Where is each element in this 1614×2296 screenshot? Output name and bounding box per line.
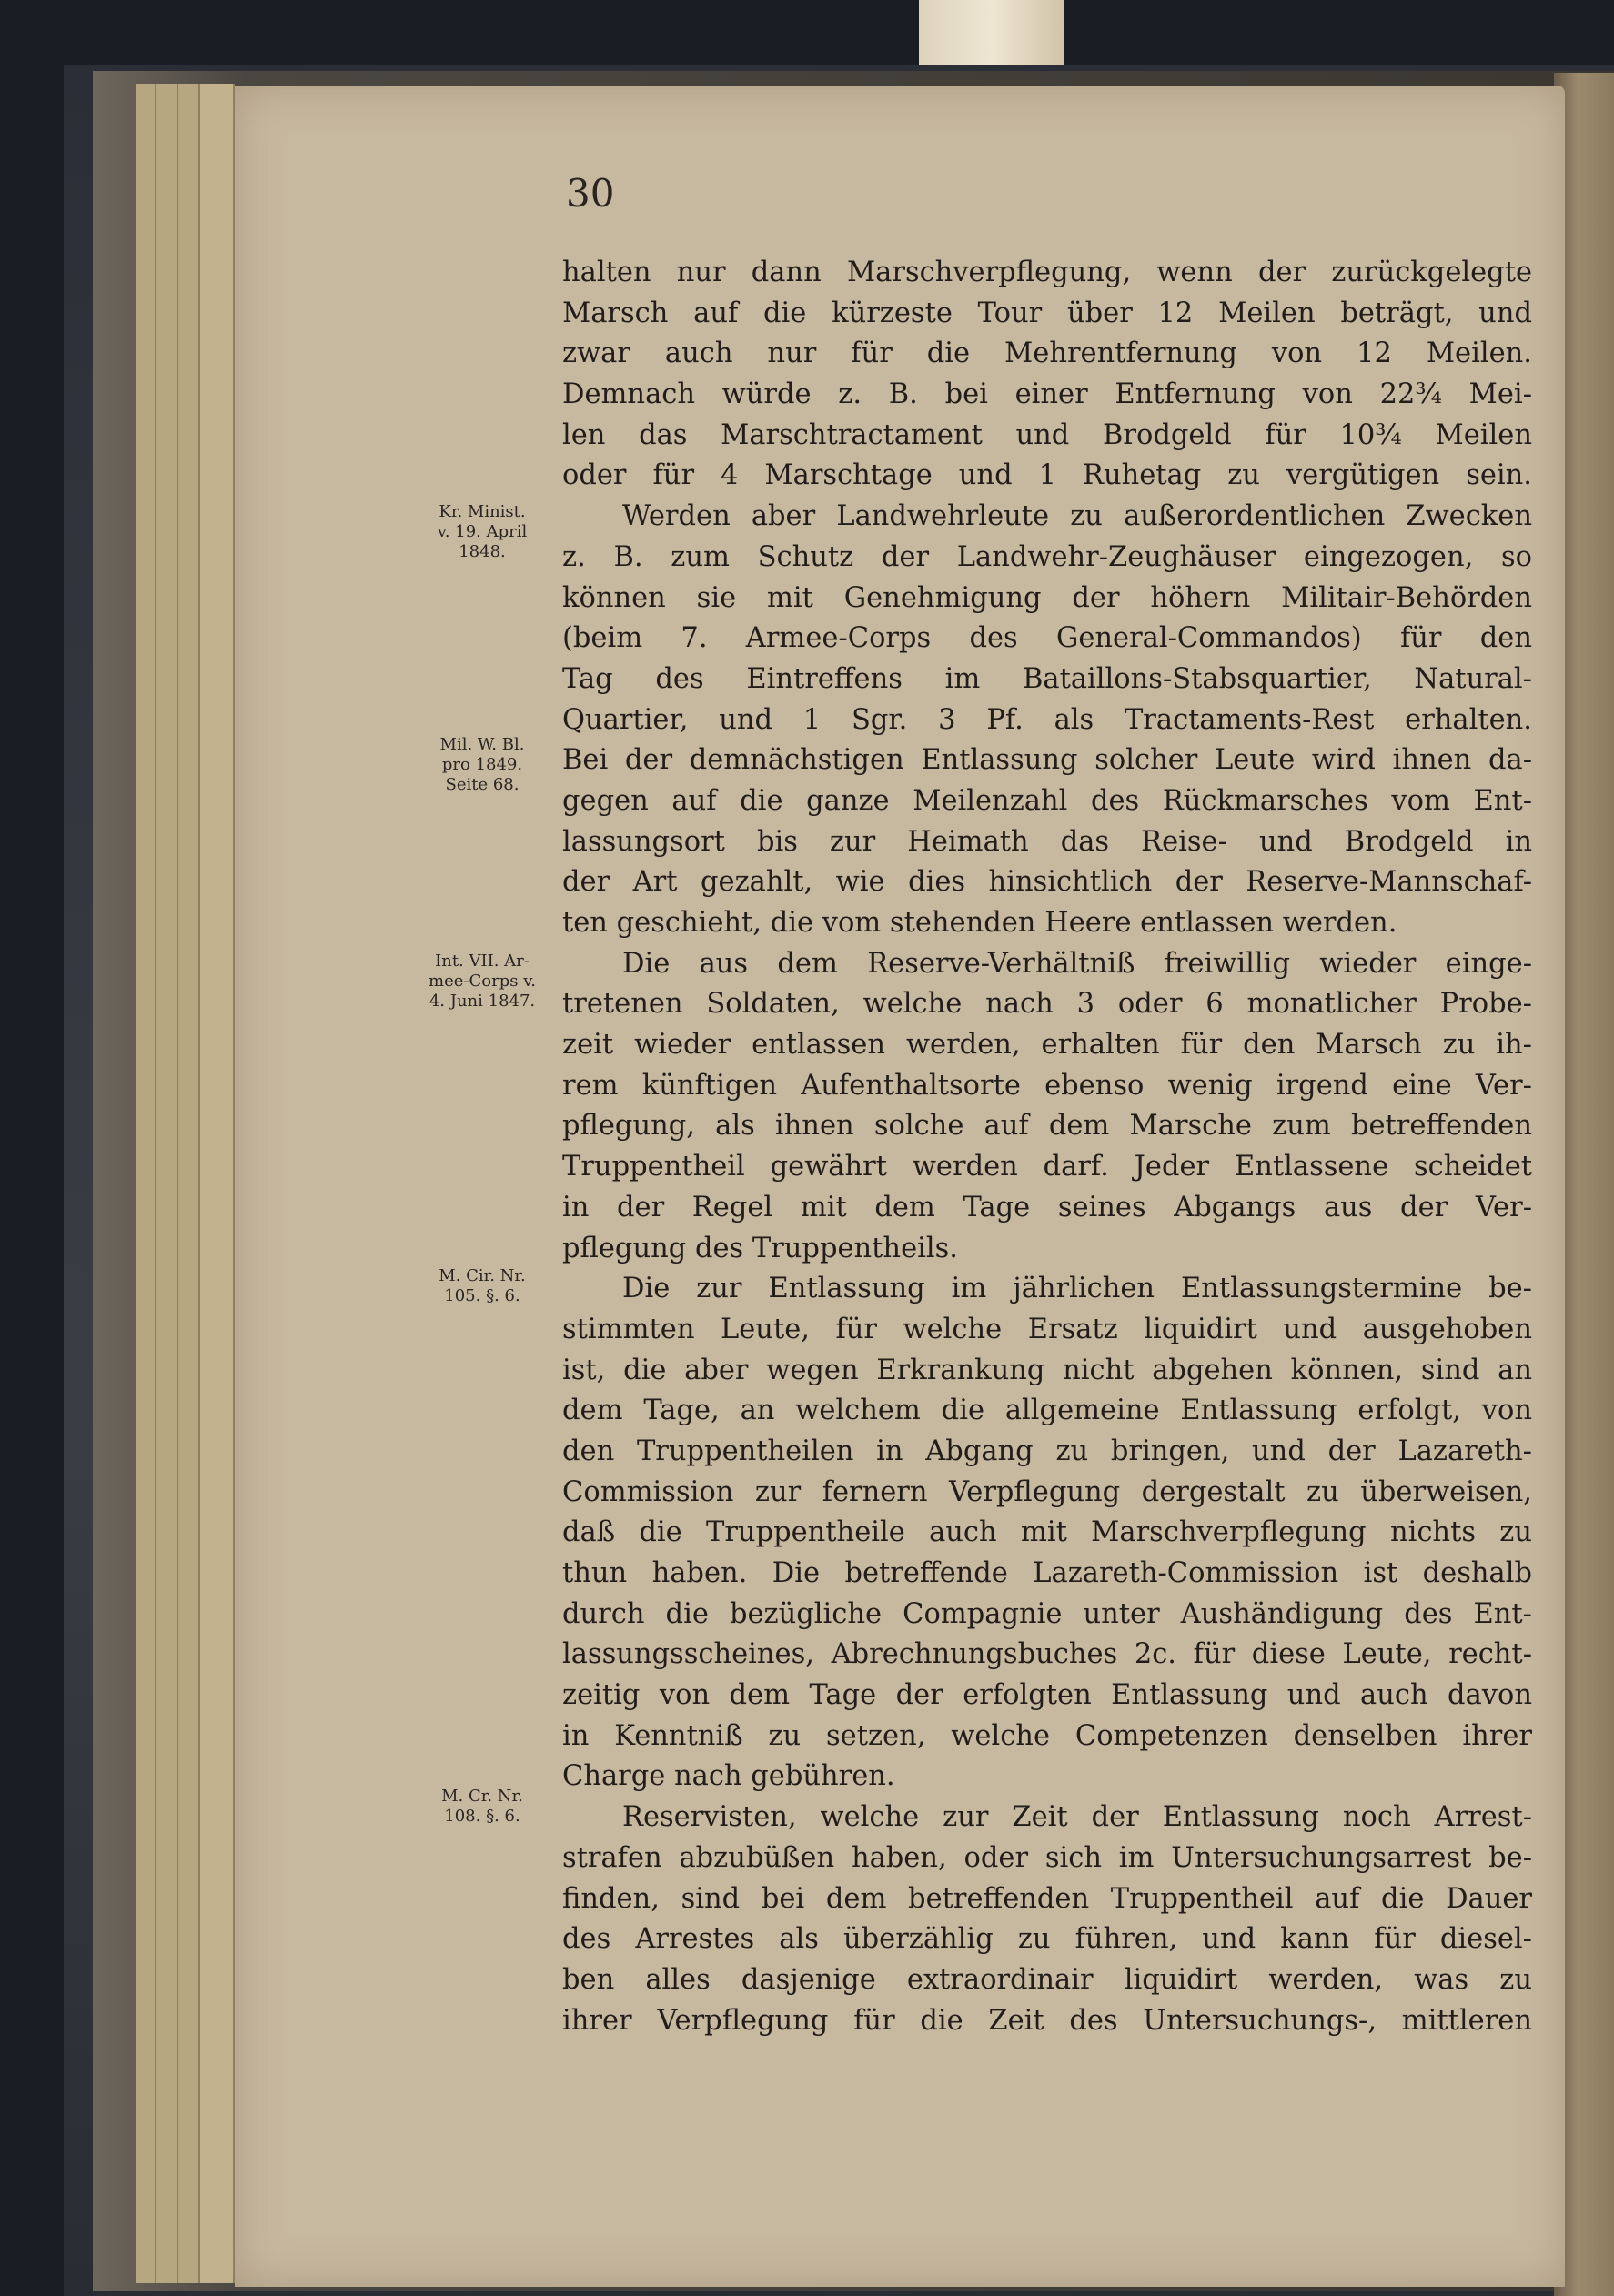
- page-edge: [136, 84, 156, 2283]
- text-line: in Kenntniß zu setzen, welche Competenzen denselben ihrer: [562, 1719, 1532, 1752]
- text-line: in der Regel mit dem Tage seines Abgangs aus der Ver-: [562, 1191, 1532, 1224]
- text-line: oder für 4 Marschtage und 1 Ruhetag zu vergütigen sein.: [562, 459, 1532, 492]
- text-line: lassungsort bis zur Heimath das Reise- und Brodgeld in: [562, 825, 1532, 858]
- text-line: pflegung des Truppentheils.: [562, 1232, 958, 1264]
- text-line: Werden aber Landwehrleute zu außerordentlichen Zwecken: [622, 500, 1532, 533]
- text-line: halten nur dann Marschverpflegung, wenn der zurückgelegte: [562, 257, 1532, 288]
- page-edge: [200, 84, 235, 2283]
- page-number: 30: [566, 171, 615, 216]
- text-line: Tag des Eintreffens im Bataillons-Stabsquartier, Natural-: [562, 662, 1532, 695]
- text-line: Commission zur fernern Verpflegung dergestalt zu überweisen,: [562, 1475, 1532, 1508]
- text-line: pflegung, als ihnen solche auf dem Marsche zum betreffenden: [562, 1110, 1532, 1143]
- text-line: Bei der demnächstigen Entlassung solcher Leute wird ihnen da-: [562, 744, 1532, 777]
- text-line: des Arrestes als überzählig zu führen, und kann für diesel-: [562, 1923, 1532, 1956]
- text-line: gegen auf die ganze Meilenzahl des Rückmarsches vom Ent-: [562, 784, 1532, 817]
- text-line: Quartier, und 1 Sgr. 3 Pf. als Tractaments-Rest erhalten.: [562, 703, 1532, 736]
- text-line: Charge nach gebühren.: [562, 1760, 895, 1793]
- text-line: Die aus dem Reserve-Verhältniß freiwillig wieder einge-: [622, 947, 1532, 980]
- text-line: durch die bezügliche Compagnie unter Aushändigung des Ent-: [562, 1597, 1532, 1630]
- text-line: den Truppentheilen in Abgang zu bringen, und der Lazareth-: [562, 1435, 1532, 1467]
- text-line: zeit wieder entlassen werden, erhalten für den Marsch zu ih-: [562, 1029, 1532, 1062]
- margin-note: M. Cr. Nr. 108. §. 6.: [441, 1787, 523, 1826]
- text-line: Die zur Entlassung im jährlichen Entlassungstermine be-: [622, 1273, 1532, 1305]
- page-edge: [178, 84, 200, 2283]
- text-line: Marsch auf die kürzeste Tour über 12 Meilen beträgt, und: [562, 297, 1532, 329]
- text-line: stimmten Leute, für welche Ersatz liquidirt und ausgehoben: [562, 1313, 1532, 1345]
- text-line: strafen abzubüßen haben, oder sich im Untersuchungsarrest be-: [562, 1841, 1532, 1874]
- margin-note: M. Cir. Nr. 105. §. 6.: [439, 1266, 526, 1305]
- text-line: Demnach würde z. B. bei einer Entfernung von 22¾ Mei-: [562, 378, 1532, 411]
- text-line: rem künftigen Aufenthaltsorte ebenso wenig irgend eine Ver-: [562, 1069, 1532, 1102]
- margin-note: Mil. W. Bl. pro 1849. Seite 68.: [439, 735, 525, 794]
- text-line: zwar auch nur für die Mehrentfernung von 12 Meilen.: [562, 337, 1532, 370]
- text-line: (beim 7. Armee-Corps des General-Commandos) für den: [562, 622, 1532, 655]
- text-line: ben alles dasjenige extraordinair liquidirt werden, was zu: [562, 1963, 1532, 1996]
- text-line: der Art gezahlt, wie dies hinsichtlich der Reserve-Mannschaf-: [562, 866, 1532, 899]
- margin-note: Int. VII. Ar- mee-Corps v. 4. Juni 1847.: [429, 952, 536, 1011]
- text-line: ten geschieht, die vom stehenden Heere entlassen werden.: [562, 907, 1397, 939]
- text-line: ihrer Verpflegung für die Zeit des Untersuchungs-, mittleren: [562, 2004, 1532, 2037]
- text-line: dem Tage, an welchem die allgemeine Entlassung erfolgt, von: [562, 1395, 1532, 1427]
- text-line: zeitig von dem Tage der erfolgten Entlassung und auch davon: [562, 1679, 1532, 1712]
- text-line: finden, sind bei dem betreffenden Truppentheil auf die Dauer: [562, 1882, 1532, 1915]
- page-edge: [156, 84, 178, 2283]
- text-line: können sie mit Genehmigung der höhern Militair-Behörden: [562, 581, 1532, 614]
- page-tab-strip: [919, 0, 1064, 71]
- text-line: z. B. zum Schutz der Landwehr-Zeughäuser eingezogen, so: [562, 540, 1532, 573]
- body-text: [562, 253, 1532, 2041]
- text-line: thun haben. Die betreffende Lazareth-Commission ist deshalb: [562, 1557, 1532, 1589]
- margin-note: Kr. Minist. v. 19. April 1848.: [437, 502, 528, 561]
- text-line: ist, die aber wegen Erkrankung nicht abgehen können, sind an: [562, 1354, 1532, 1386]
- text-line: tretenen Soldaten, welche nach 3 oder 6 monatlicher Probe-: [562, 988, 1532, 1021]
- text-line: len das Marschtractament und Brodgeld für 10¾ Meilen: [562, 418, 1532, 451]
- text-line: Reservisten, welche zur Zeit der Entlassung noch Arrest-: [622, 1801, 1532, 1834]
- text-line: Truppentheil gewährt werden darf. Jeder Entlassene scheidet: [562, 1151, 1532, 1183]
- text-line: lassungsscheines, Abrechnungsbuches 2c. für diese Leute, recht-: [562, 1638, 1532, 1671]
- text-line: daß die Truppentheile auch mit Marschverpflegung nichts zu: [562, 1516, 1532, 1549]
